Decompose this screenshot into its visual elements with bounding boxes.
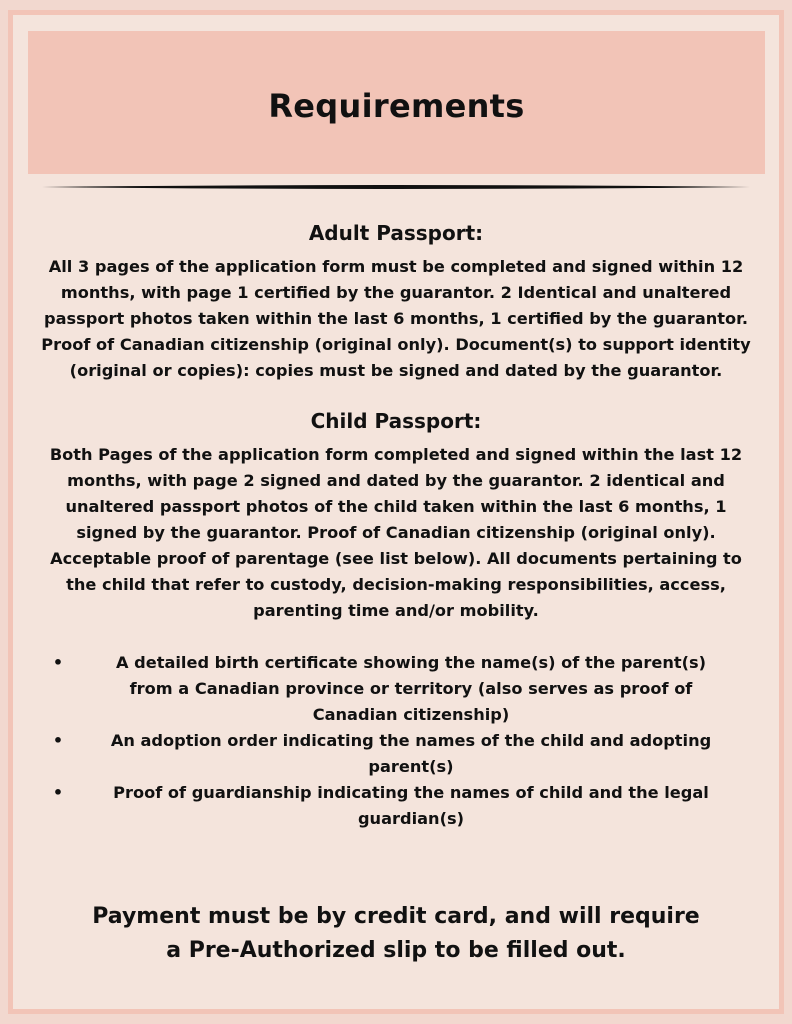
list-item	[34, 780, 758, 832]
divider	[42, 184, 750, 190]
payment-note-line-2: a Pre-Authorized slip to be filled out.	[166, 938, 626, 963]
child-passport-section	[34, 408, 758, 624]
adult-passport-section	[34, 220, 758, 384]
list-item-text: A detailed birth certificate showing the name(s) of the parent(s) from a Canadian province or territory (also serves as proof of Canadian citizenship)	[115, 653, 707, 724]
adult-passport-body: All 3 pages of the application form must be completed and signed within 12 months, with page 1 certified by the guarantor. 2 Identical and unaltered passport photos taken within the last 6 months, 1 certified by the guarantor. Proof of Canadian citizenship (original only). Document(s) to support identity (original or copies): copies must be signed and dated by the guarantor.	[41, 257, 751, 380]
bullet-icon: •	[52, 783, 64, 802]
divider-line	[42, 184, 750, 190]
list-item	[34, 728, 758, 780]
bullet-icon: •	[52, 653, 64, 672]
child-passport-body: Both Pages of the application form completed and signed within the last 12 months, with page 2 signed and dated by the guarantor. 2 identical and unaltered passport photos of the child taken within the last 6 months, 1 signed by the guarantor. Proof of Canadian citizenship (original only). Acceptable proof of parentage (see list below). All documents pertaining to the child that refer to custody, decision-making responsibilities, access, parenting time and/or mobility.	[49, 445, 743, 620]
adult-passport-heading: Adult Passport:	[308, 221, 484, 245]
header-band	[28, 31, 765, 174]
list-item	[34, 650, 758, 728]
payment-note-line-1: Payment must be by credit card, and will require	[92, 904, 700, 929]
child-passport-heading: Child Passport:	[310, 409, 482, 433]
bullet-icon: •	[52, 731, 64, 750]
main-content	[34, 220, 758, 832]
payment-note	[34, 900, 758, 968]
page-title: Requirements	[268, 86, 525, 125]
list-item-text: An adoption order indicating the names of the child and adopting parent(s)	[110, 731, 712, 776]
parentage-proof-list	[34, 650, 758, 832]
list-item-text: Proof of guardianship indicating the names of child and the legal guardian(s)	[113, 783, 709, 828]
